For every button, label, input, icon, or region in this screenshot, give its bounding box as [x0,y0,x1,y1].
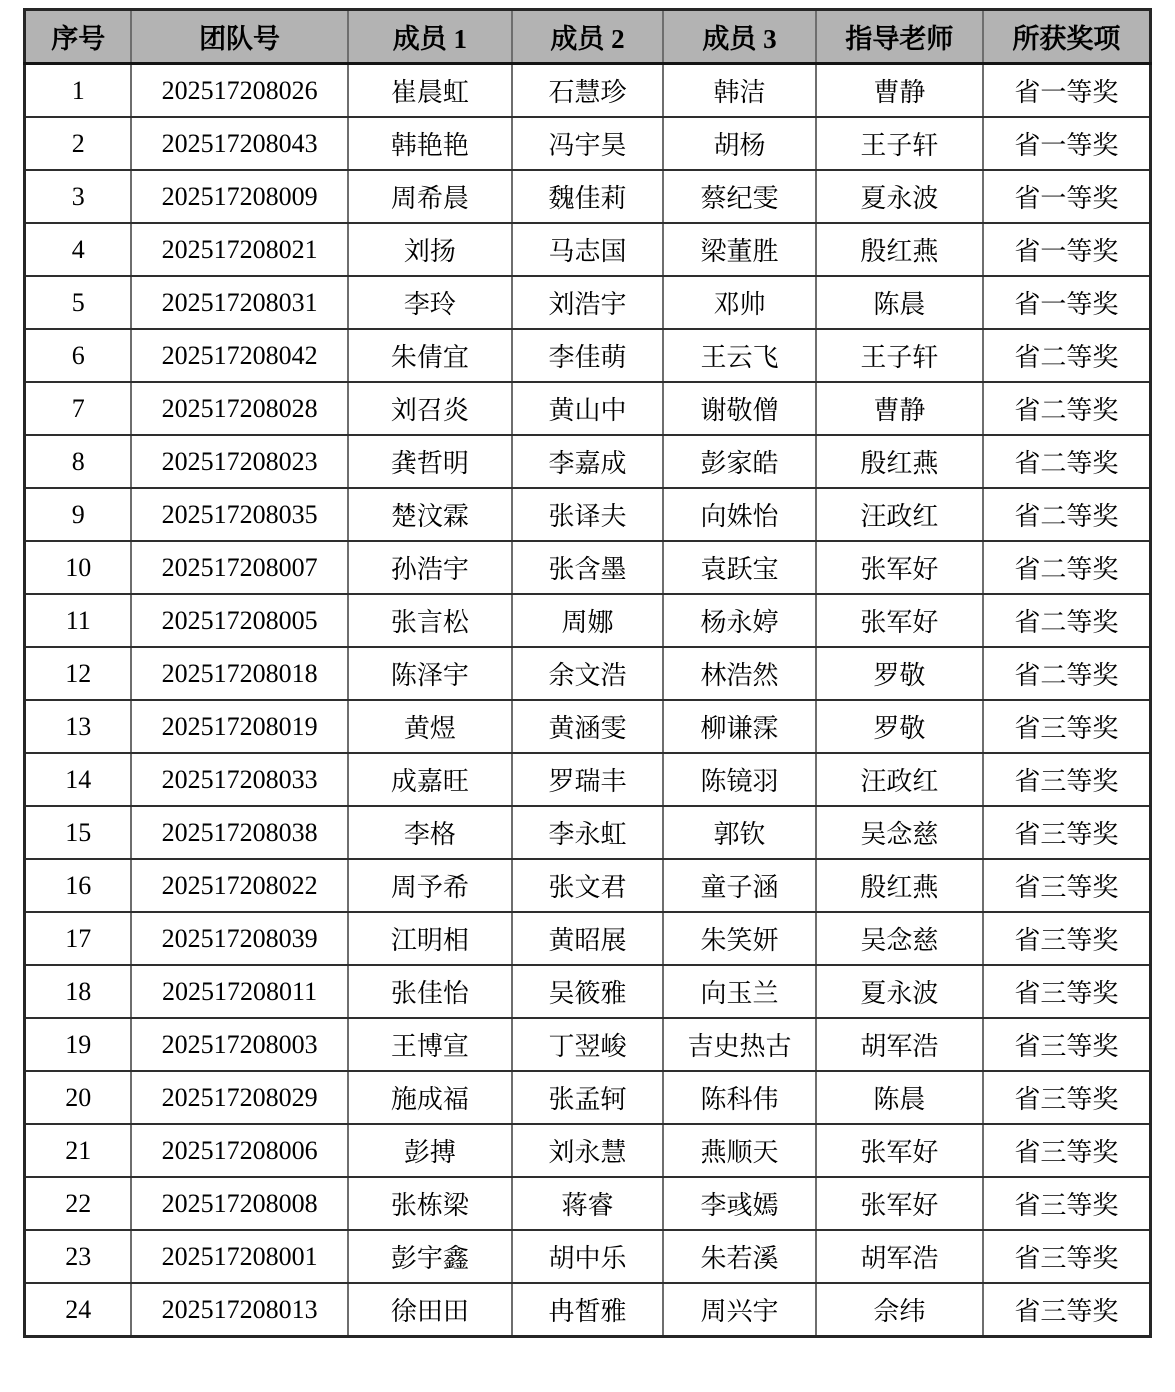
cell-member-2: 张文君 [512,859,663,912]
cell-index: 9 [25,488,132,541]
cell-member-1: 崔晨虹 [348,64,512,118]
cell-team-id: 202517208005 [131,594,347,647]
cell-award: 省三等奖 [983,912,1151,965]
cell-award: 省一等奖 [983,276,1151,329]
cell-award: 省三等奖 [983,1124,1151,1177]
cell-member-3: 郭钦 [663,806,816,859]
cell-index: 2 [25,117,132,170]
cell-award: 省三等奖 [983,806,1151,859]
cell-index: 22 [25,1177,132,1230]
cell-member-2: 李嘉成 [512,435,663,488]
cell-team-id: 202517208042 [131,329,347,382]
cell-team-id: 202517208023 [131,435,347,488]
cell-index: 15 [25,806,132,859]
cell-member-1: 朱倩宜 [348,329,512,382]
cell-award: 省三等奖 [983,700,1151,753]
cell-member-3: 燕顺天 [663,1124,816,1177]
table-row [25,965,1151,1018]
cell-advisor: 陈晨 [816,276,983,329]
cell-index: 7 [25,382,132,435]
cell-award: 省二等奖 [983,382,1151,435]
cell-index: 16 [25,859,132,912]
cell-member-1: 周希晨 [348,170,512,223]
cell-award: 省三等奖 [983,965,1151,1018]
cell-award: 省一等奖 [983,64,1151,118]
cell-index: 23 [25,1230,132,1283]
cell-award: 省一等奖 [983,223,1151,276]
cell-index: 21 [25,1124,132,1177]
cell-member-1: 施成福 [348,1071,512,1124]
table-body [25,64,1151,1337]
table-row [25,117,1151,170]
cell-team-id: 202517208022 [131,859,347,912]
cell-member-1: 张栋梁 [348,1177,512,1230]
table-row [25,594,1151,647]
cell-advisor: 陈晨 [816,1071,983,1124]
cell-award: 省二等奖 [983,488,1151,541]
cell-index: 4 [25,223,132,276]
table-row [25,1177,1151,1230]
cell-team-id: 202517208039 [131,912,347,965]
cell-team-id: 202517208013 [131,1283,347,1337]
cell-index: 17 [25,912,132,965]
cell-member-1: 陈泽宇 [348,647,512,700]
cell-index: 6 [25,329,132,382]
cell-member-3: 胡杨 [663,117,816,170]
cell-index: 12 [25,647,132,700]
cell-advisor: 张军好 [816,541,983,594]
table-row [25,859,1151,912]
table-row [25,1124,1151,1177]
cell-advisor: 夏永波 [816,170,983,223]
cell-member-2: 冉皙雅 [512,1283,663,1337]
cell-team-id: 202517208033 [131,753,347,806]
table-row [25,700,1151,753]
cell-member-3: 杨永婷 [663,594,816,647]
cell-team-id: 202517208029 [131,1071,347,1124]
cell-member-3: 向玉兰 [663,965,816,1018]
cell-award: 省三等奖 [983,753,1151,806]
cell-advisor: 吴念慈 [816,912,983,965]
cell-member-2: 黄昭展 [512,912,663,965]
cell-index: 10 [25,541,132,594]
table-row [25,223,1151,276]
cell-advisor: 罗敬 [816,700,983,753]
table-row [25,753,1151,806]
cell-member-1: 孙浩宇 [348,541,512,594]
cell-member-1: 李玲 [348,276,512,329]
cell-member-2: 吴筱雅 [512,965,663,1018]
cell-member-1: 韩艳艳 [348,117,512,170]
cell-award: 省三等奖 [983,1283,1151,1337]
table-row [25,170,1151,223]
cell-team-id: 202517208008 [131,1177,347,1230]
cell-member-3: 朱若溪 [663,1230,816,1283]
cell-award: 省二等奖 [983,541,1151,594]
column-header-award: 所获奖项 [983,10,1151,64]
cell-team-id: 202517208035 [131,488,347,541]
cell-member-2: 胡中乐 [512,1230,663,1283]
table-row [25,329,1151,382]
cell-index: 18 [25,965,132,1018]
cell-award: 省二等奖 [983,594,1151,647]
cell-member-3: 蔡纪雯 [663,170,816,223]
cell-member-1: 张佳怡 [348,965,512,1018]
cell-member-3: 周兴宇 [663,1283,816,1337]
cell-member-1: 周予希 [348,859,512,912]
cell-index: 3 [25,170,132,223]
cell-team-id: 202517208001 [131,1230,347,1283]
cell-member-1: 江明相 [348,912,512,965]
cell-member-3: 向姝怡 [663,488,816,541]
cell-award: 省三等奖 [983,1230,1151,1283]
table-header [25,10,1151,64]
column-header-advisor: 指导老师 [816,10,983,64]
cell-advisor: 张军好 [816,1124,983,1177]
cell-member-3: 袁跃宝 [663,541,816,594]
cell-member-2: 黄涵雯 [512,700,663,753]
table-row [25,1018,1151,1071]
cell-member-3: 吉史热古 [663,1018,816,1071]
column-header-index: 序号 [25,10,132,64]
cell-award: 省二等奖 [983,435,1151,488]
cell-award: 省二等奖 [983,647,1151,700]
table-row [25,647,1151,700]
cell-award: 省一等奖 [983,117,1151,170]
cell-advisor: 张军好 [816,594,983,647]
cell-member-2: 张孟轲 [512,1071,663,1124]
award-results-table [23,8,1152,1338]
cell-member-2: 刘浩宇 [512,276,663,329]
cell-index: 13 [25,700,132,753]
cell-index: 1 [25,64,132,118]
cell-team-id: 202517208031 [131,276,347,329]
cell-member-2: 张含墨 [512,541,663,594]
cell-member-1: 成嘉旺 [348,753,512,806]
cell-index: 19 [25,1018,132,1071]
cell-member-2: 余文浩 [512,647,663,700]
table-row [25,541,1151,594]
cell-advisor: 殷红燕 [816,223,983,276]
cell-member-1: 王博宣 [348,1018,512,1071]
cell-team-id: 202517208026 [131,64,347,118]
cell-member-1: 黄煜 [348,700,512,753]
cell-member-2: 周娜 [512,594,663,647]
cell-index: 24 [25,1283,132,1337]
cell-advisor: 夏永波 [816,965,983,1018]
cell-member-2: 丁翌峻 [512,1018,663,1071]
cell-member-3: 朱笑妍 [663,912,816,965]
table-row [25,1071,1151,1124]
cell-member-3: 柳谦霂 [663,700,816,753]
cell-member-1: 刘召炎 [348,382,512,435]
table-row [25,276,1151,329]
table-row [25,912,1151,965]
cell-member-3: 谢敬僧 [663,382,816,435]
cell-member-3: 童子涵 [663,859,816,912]
cell-advisor: 殷红燕 [816,435,983,488]
cell-member-2: 张译夫 [512,488,663,541]
cell-team-id: 202517208009 [131,170,347,223]
cell-advisor: 汪政红 [816,488,983,541]
cell-member-1: 刘扬 [348,223,512,276]
table-row [25,488,1151,541]
cell-member-3: 梁董胜 [663,223,816,276]
cell-member-2: 刘永慧 [512,1124,663,1177]
cell-member-2: 李永虹 [512,806,663,859]
cell-award: 省三等奖 [983,1018,1151,1071]
cell-member-3: 韩洁 [663,64,816,118]
cell-member-2: 魏佳莉 [512,170,663,223]
cell-member-1: 龚哲明 [348,435,512,488]
cell-advisor: 张军好 [816,1177,983,1230]
column-header-team-id: 团队号 [131,10,347,64]
table-row [25,806,1151,859]
cell-member-3: 彭家皓 [663,435,816,488]
table-row [25,382,1151,435]
cell-team-id: 202517208038 [131,806,347,859]
cell-member-3: 邓帅 [663,276,816,329]
cell-team-id: 202517208007 [131,541,347,594]
cell-advisor: 胡军浩 [816,1230,983,1283]
cell-member-3: 李彧嫣 [663,1177,816,1230]
cell-member-3: 王云飞 [663,329,816,382]
cell-advisor: 王子轩 [816,117,983,170]
column-header-member-2: 成员 2 [512,10,663,64]
cell-advisor: 汪政红 [816,753,983,806]
cell-index: 20 [25,1071,132,1124]
cell-team-id: 202517208019 [131,700,347,753]
cell-award: 省一等奖 [983,170,1151,223]
cell-award: 省二等奖 [983,329,1151,382]
cell-team-id: 202517208006 [131,1124,347,1177]
cell-team-id: 202517208021 [131,223,347,276]
table-row [25,435,1151,488]
cell-member-3: 陈镜羽 [663,753,816,806]
cell-team-id: 202517208011 [131,965,347,1018]
cell-advisor: 殷红燕 [816,859,983,912]
cell-advisor: 吴念慈 [816,806,983,859]
cell-member-2: 黄山中 [512,382,663,435]
table-row [25,64,1151,118]
cell-advisor: 王子轩 [816,329,983,382]
cell-index: 5 [25,276,132,329]
cell-award: 省三等奖 [983,1177,1151,1230]
cell-advisor: 胡军浩 [816,1018,983,1071]
cell-member-1: 徐田田 [348,1283,512,1337]
column-header-member-3: 成员 3 [663,10,816,64]
cell-team-id: 202517208018 [131,647,347,700]
cell-team-id: 202517208028 [131,382,347,435]
cell-team-id: 202517208043 [131,117,347,170]
table-header-row [25,10,1151,64]
cell-award: 省三等奖 [983,1071,1151,1124]
cell-member-2: 蒋睿 [512,1177,663,1230]
cell-team-id: 202517208003 [131,1018,347,1071]
cell-member-1: 张言松 [348,594,512,647]
cell-index: 8 [25,435,132,488]
cell-member-2: 李佳萌 [512,329,663,382]
cell-advisor: 罗敬 [816,647,983,700]
cell-member-3: 林浩然 [663,647,816,700]
cell-index: 14 [25,753,132,806]
cell-advisor: 佘纬 [816,1283,983,1337]
cell-member-3: 陈科伟 [663,1071,816,1124]
column-header-member-1: 成员 1 [348,10,512,64]
cell-member-2: 石慧珍 [512,64,663,118]
cell-member-1: 彭宇鑫 [348,1230,512,1283]
cell-member-1: 彭搏 [348,1124,512,1177]
cell-index: 11 [25,594,132,647]
cell-member-2: 冯宇昊 [512,117,663,170]
cell-advisor: 曹静 [816,382,983,435]
cell-member-2: 马志国 [512,223,663,276]
table-row [25,1283,1151,1337]
cell-member-1: 李格 [348,806,512,859]
cell-advisor: 曹静 [816,64,983,118]
cell-award: 省三等奖 [983,859,1151,912]
cell-member-2: 罗瑞丰 [512,753,663,806]
cell-member-1: 楚汶霖 [348,488,512,541]
table-row [25,1230,1151,1283]
